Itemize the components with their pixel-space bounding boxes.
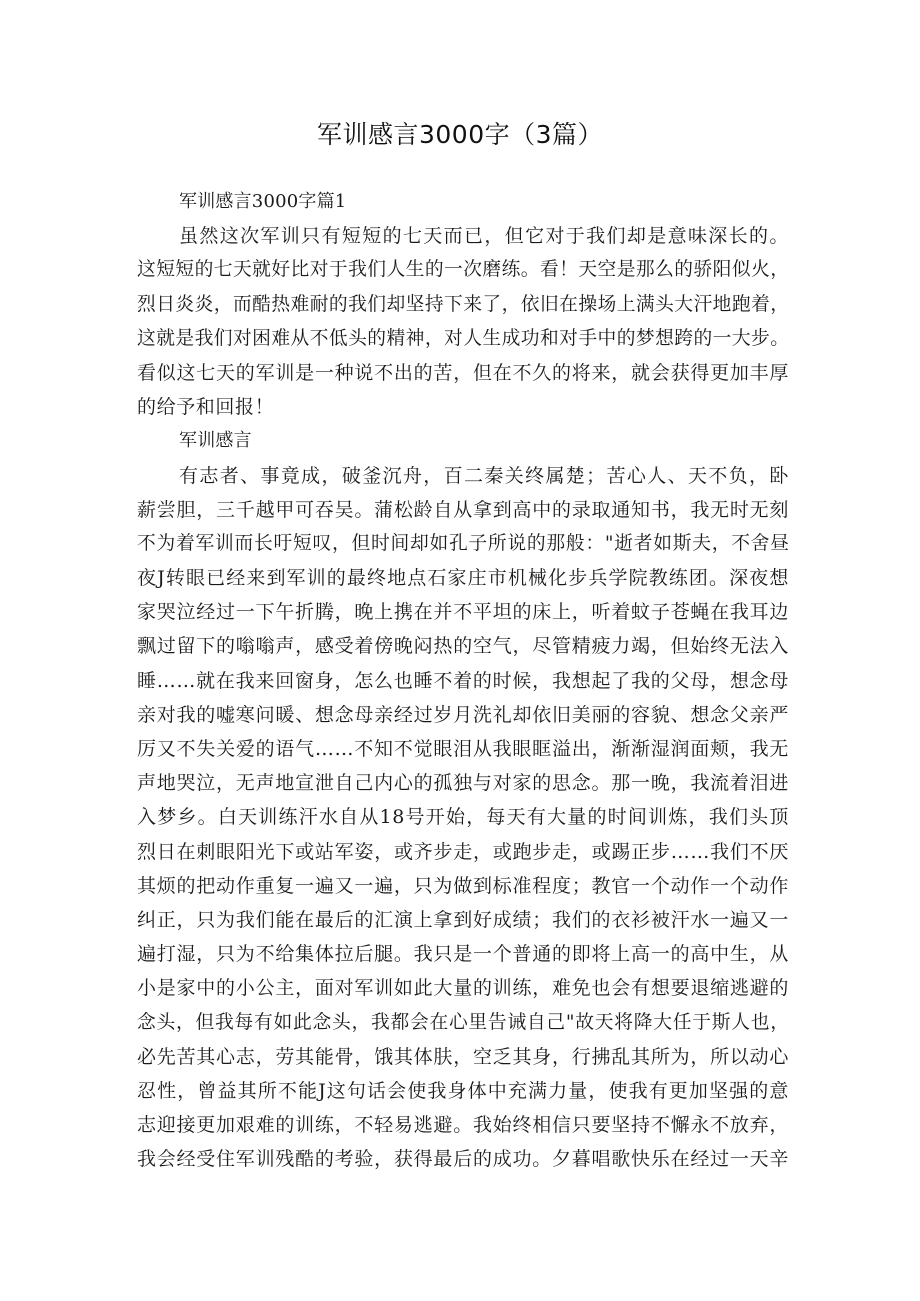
paragraph-line: 飘过留下的嗡嗡声，感受着傍晚闷热的空气，尽管精疲力竭，但始终无法入 xyxy=(137,635,789,658)
paragraph-line: 睡……就在我来回窗身，怎么也睡不着的时候，我想起了我的父母，想念母 xyxy=(137,669,789,692)
paragraph-line: 不为着军训而长吁短叹，但时间却如孔子所说的那般："逝者如斯夫，不舍昼 xyxy=(137,532,789,554)
paragraph-line: 这就是我们对困难从不低头的精神，对人生成功和对手中的梦想跨的一大步。 xyxy=(137,327,789,349)
paragraph-line: 遍打湿，只为不给集体拉后腿。我只是一个普通的即将上高一的高中生，从 xyxy=(137,943,789,966)
paragraph-line: 念头，但我每有如此念头，我都会在心里告诫自己"故天将降大任于斯人也， xyxy=(137,1011,789,1033)
paragraph-line: 忍性，曾益其所不能J这句话会使我身体中充满力量，使我有更加坚强的意 xyxy=(137,1079,789,1102)
paragraph-line: 薪尝胆，三千越甲可吞吴。蒲松龄自从拿到高中的录取通知书，我无时无刻 xyxy=(137,498,789,521)
paragraph-line: 烈日在刺眼阳光下或站军姿，或齐步走，或跑步走，或踢正步……我们不厌 xyxy=(137,840,789,863)
paragraph-line: 看似这七天的军训是一种说不出的苦，但在不久的将来，就会获得更加丰厚 xyxy=(137,361,789,384)
paragraph-line: 其烦的把动作重复一遍又一遍，只为做到标准程度；教官一个动作一个动作 xyxy=(137,874,789,897)
paragraph-line: 纠正，只为我们能在最后的汇演上拿到好成绩；我们的衣衫被汗水一遍又一 xyxy=(137,908,789,931)
paragraph-line: 的给予和回报！ xyxy=(137,396,275,419)
paragraph-line: 夜J转眼已经来到军训的最终地点石家庄市机械化步兵学院教练团。深夜想 xyxy=(137,567,789,590)
paragraph-line: 这短短的七天就好比对于我们人生的一次磨练。看！天空是那么的骄阳似火， xyxy=(137,259,789,281)
paragraph-line: 入梦乡。白天训练汗水自从18号开始，每天有大量的时间训炼，我们头顶 xyxy=(137,806,789,829)
paragraph-line: 志迎接更加艰难的训练，不轻易逃避。我始终相信只要坚持不懈永不放弃， xyxy=(137,1114,789,1137)
paragraph-line: 有志者、事竟成，破釜沉舟，百二秦关终属楚；苦心人、天不负，卧 xyxy=(179,464,789,487)
section-heading: 军训感言3000字篇1 xyxy=(179,191,347,212)
paragraph-line: 声地哭泣，无声地宣泄自己内心的孤独与对家的思念。那一晚，我流着泪进 xyxy=(137,772,789,795)
section-heading: 军训感言 xyxy=(179,430,252,452)
paragraph-line: 厉又不失关爱的语气……不知不觉眼泪从我眼眶溢出，渐渐湿润面颊，我无 xyxy=(137,738,789,760)
paragraph-line: 我会经受住军训残酷的考验，获得最后的成功。夕暮唱歌快乐在经过一天辛 xyxy=(137,1148,789,1171)
document-title: 军训感言3000字（3篇） xyxy=(316,120,604,149)
paragraph-line: 烈日炎炎，而酷热难耐的我们却坚持下来了，依旧在操场上满头大汗地跑着， xyxy=(137,293,789,315)
paragraph-line: 亲对我的嘘寒问暖、想念母亲经过岁月洗礼却依旧美丽的容貌、想念父亲严 xyxy=(137,703,789,726)
paragraph-line: 家哭泣经过一下午折腾，晚上携在并不平坦的床上，听着蚊子苍蝇在我耳边 xyxy=(137,601,789,624)
document-body xyxy=(137,185,789,1176)
paragraph-line: 必先苦其心志，劳其能骨，饿其体肤，空乏其身，行拂乱其所为，所以动心 xyxy=(137,1045,789,1068)
paragraph-line: 小是家中的小公主，面对军训如此大量的训练，难免也会有想要退缩逃避的 xyxy=(137,977,789,1000)
paragraph-line: 虽然这次军训只有短短的七天而已，但它对于我们却是意味深长的。 xyxy=(179,225,789,248)
